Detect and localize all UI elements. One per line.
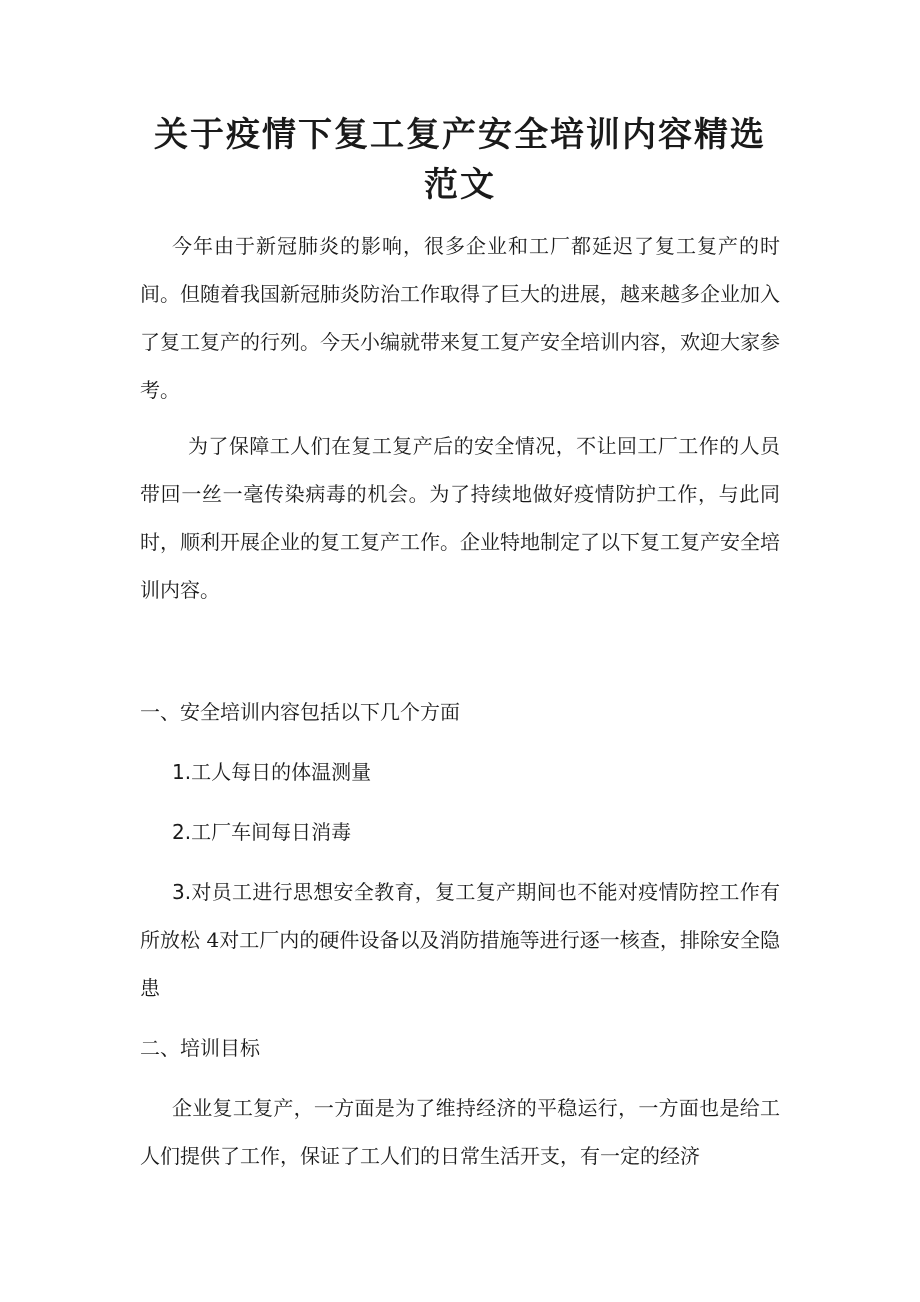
goal-paragraph: 企业复工复产，一方面是为了维持经济的平稳运行，一方面也是给工人们提供了工作，保证了工人们的日常生活开支，有一定的经济: [140, 1096, 780, 1168]
section-2-heading: 二、培训目标: [140, 1036, 260, 1060]
document-title: 关于疫情下复工复产安全培训内容精选范文: [154, 115, 766, 205]
list-item: [140, 808, 780, 856]
section-1-heading: 一、安全培训内容包括以下几个方面: [140, 700, 460, 724]
list-item: [140, 868, 780, 1012]
list-item-text: 工人每日的体温测量: [191, 760, 372, 784]
list-item-number: 3.: [172, 880, 192, 904]
purpose-paragraph: 为了保障工人们在复工复产后的安全情况，不让回工厂工作的人员带回一丝一毫传染病毒的机会。为了持续地做好疫情防护工作，与此同时，顺利开展企业的复工复产工作。企业特地制定了以下复工复产安全培训内容。: [140, 434, 780, 602]
list-item-text: 对员工进行思想安全教育，复工复产期间也不能对疫情防控工作有所放松 4对工厂内的硬件设备以及消防措施等进行逐一核查，排除安全隐患: [140, 880, 780, 1000]
list-item: [140, 748, 780, 796]
intro-paragraph: 今年由于新冠肺炎的影响，很多企业和工厂都延迟了复工复产的时间。但随着我国新冠肺炎防治工作取得了巨大的进展，越来越多企业加入了复工复产的行列。今天小编就带来复工复产安全培训内容，欢迎大家参考。: [140, 234, 780, 402]
list-item-number: 1.: [172, 760, 192, 784]
list-item-text: 工厂车间每日消毒: [191, 820, 352, 844]
list-item-number: 2.: [172, 820, 192, 844]
